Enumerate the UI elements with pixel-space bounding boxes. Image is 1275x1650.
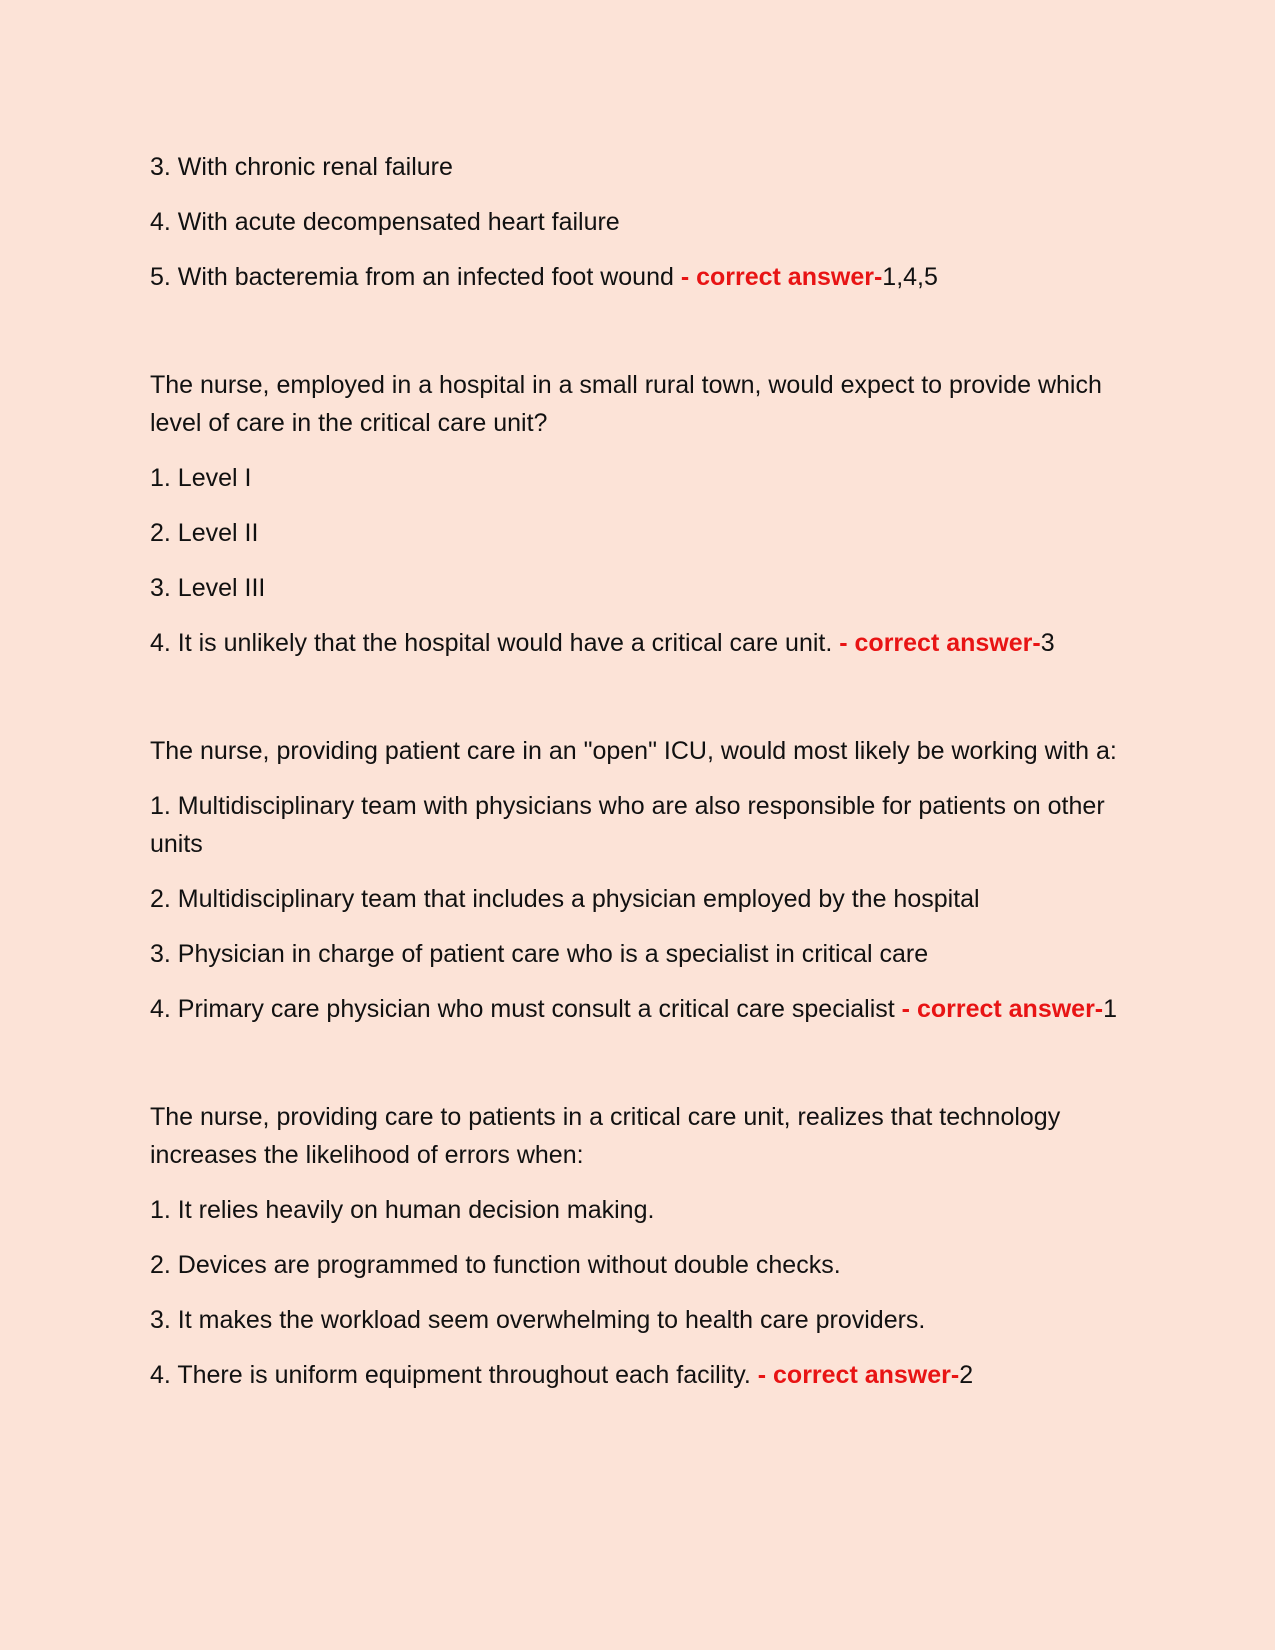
option-item-with-answer	[150, 1356, 1130, 1394]
question-text: The nurse, employed in a hospital in a small rural town, would expect to provide which level of care in the critical care unit?	[150, 371, 1102, 437]
option-text: 4. There is uniform equipment throughout each facility.	[150, 1361, 758, 1389]
option-text: 4. Primary care physician who must consult a critical care specialist	[150, 995, 902, 1023]
correct-answer-value: 1	[1103, 995, 1118, 1023]
correct-answer-label: - correct answer-	[901, 995, 1104, 1023]
correct-answer-value: 3	[1040, 629, 1055, 657]
option-text: 5. With bacteremia from an infected foot wound	[150, 263, 681, 291]
question-block	[150, 732, 1130, 1028]
option-item: 3. Physician in charge of patient care who is a specialist in critical care	[150, 940, 929, 968]
option-item: 1. It relies heavily on human decision making.	[150, 1196, 655, 1224]
correct-answer-label: - correct answer-	[680, 263, 883, 291]
option-item: 1. Level I	[150, 464, 252, 492]
option-item: 4. With acute decompensated heart failure	[150, 208, 620, 236]
question-block	[150, 1098, 1130, 1394]
question-continuation	[150, 148, 1130, 296]
correct-answer-value: 2	[959, 1361, 974, 1389]
question-text: The nurse, providing patient care in an "open" ICU, would most likely be working with a:	[150, 737, 1117, 765]
option-item-with-answer	[150, 990, 1130, 1028]
option-item: 3. It makes the workload seem overwhelming to health care providers.	[150, 1306, 926, 1334]
option-text: 4. It is unlikely that the hospital would have a critical care unit.	[150, 629, 840, 657]
document-page	[150, 148, 1130, 1411]
correct-answer-label: - correct answer-	[839, 629, 1041, 657]
option-item: 2. Devices are programmed to function without double checks.	[150, 1251, 841, 1279]
option-item: 1. Multidisciplinary team with physicians who are also responsible for patients on other units	[150, 792, 1105, 858]
option-item: 3. With chronic renal failure	[150, 153, 453, 181]
question-block	[150, 366, 1130, 662]
option-item: 3. Level III	[150, 574, 266, 602]
correct-answer-label: - correct answer-	[757, 1361, 960, 1389]
option-item-with-answer	[150, 624, 1130, 662]
correct-answer-value: 1,4,5	[882, 263, 938, 291]
option-item: 2. Multidisciplinary team that includes a physician employed by the hospital	[150, 885, 980, 913]
option-item: 2. Level II	[150, 519, 259, 547]
option-item-with-answer	[150, 258, 1130, 296]
question-text: The nurse, providing care to patients in a critical care unit, realizes that technology increases the likelihood of errors when:	[150, 1103, 1061, 1169]
